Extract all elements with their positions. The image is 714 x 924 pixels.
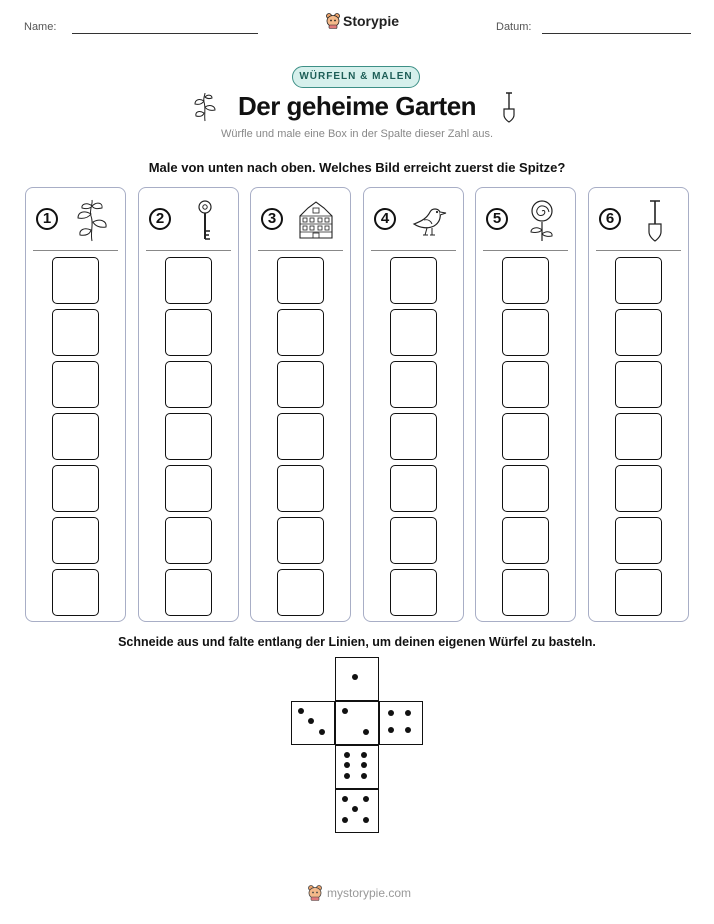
name-label: Name: xyxy=(24,21,57,33)
color-box[interactable] xyxy=(277,257,324,304)
pip xyxy=(352,674,358,680)
rose-icon xyxy=(522,198,562,242)
color-box[interactable] xyxy=(165,361,212,408)
footer-url[interactable]: mystorypie.com xyxy=(327,886,412,900)
color-box[interactable] xyxy=(502,257,549,304)
column-number: 5 xyxy=(486,208,508,230)
pip xyxy=(344,762,350,768)
die-face-1 xyxy=(335,657,379,701)
column-number: 1 xyxy=(36,208,58,230)
column-number: 4 xyxy=(374,208,396,230)
color-box[interactable] xyxy=(165,465,212,512)
column-5 xyxy=(475,187,576,622)
color-box[interactable] xyxy=(502,569,549,616)
color-box[interactable] xyxy=(615,569,662,616)
color-box[interactable] xyxy=(502,413,549,460)
pip xyxy=(352,806,358,812)
color-box[interactable] xyxy=(502,517,549,564)
pip xyxy=(363,729,369,735)
column-divider xyxy=(258,250,343,251)
storypie-logo xyxy=(326,13,399,29)
column-divider xyxy=(146,250,231,251)
color-box[interactable] xyxy=(52,361,99,408)
column-2 xyxy=(138,187,239,622)
storypie-mascot-icon xyxy=(308,885,322,901)
date-line[interactable] xyxy=(542,33,691,34)
color-box[interactable] xyxy=(277,569,324,616)
color-box[interactable] xyxy=(165,569,212,616)
color-box[interactable] xyxy=(52,517,99,564)
pip xyxy=(361,752,367,758)
color-box[interactable] xyxy=(390,413,437,460)
column-number: 2 xyxy=(149,208,171,230)
color-box[interactable] xyxy=(502,361,549,408)
color-box[interactable] xyxy=(615,413,662,460)
pip xyxy=(344,752,350,758)
pip xyxy=(342,796,348,802)
pip xyxy=(298,708,304,714)
category-badge: WÜRFELN & MALEN xyxy=(292,66,420,88)
key-icon xyxy=(185,198,225,242)
color-box[interactable] xyxy=(615,517,662,564)
color-box[interactable] xyxy=(390,309,437,356)
color-box[interactable] xyxy=(52,413,99,460)
die-face-5 xyxy=(335,789,379,833)
page-title: Der geheime Garten xyxy=(237,91,477,121)
pip xyxy=(308,718,314,724)
brand-name: Storypie xyxy=(343,13,400,29)
column-1 xyxy=(25,187,126,622)
pip xyxy=(405,710,411,716)
color-box[interactable] xyxy=(277,361,324,408)
color-box[interactable] xyxy=(390,569,437,616)
column-number: 6 xyxy=(599,208,621,230)
color-box[interactable] xyxy=(615,257,662,304)
cut-instruction: Schneide aus und falte entlang der Linien, um deinen eigenen Würfel zu basteln. xyxy=(118,635,596,649)
pip xyxy=(319,729,325,735)
color-box[interactable] xyxy=(615,465,662,512)
pip xyxy=(344,773,350,779)
color-box[interactable] xyxy=(165,257,212,304)
color-box[interactable] xyxy=(165,517,212,564)
color-box[interactable] xyxy=(52,257,99,304)
game-instruction: Male von unten nach oben. Welches Bild erreicht zuerst die Spitze? xyxy=(148,160,566,175)
color-box[interactable] xyxy=(277,309,324,356)
pip xyxy=(361,762,367,768)
die-face-3 xyxy=(291,701,335,745)
die-face-6 xyxy=(335,745,379,789)
storypie-mascot-icon xyxy=(326,13,340,29)
column-4 xyxy=(363,187,464,622)
pip xyxy=(342,708,348,714)
date-label: Datum: xyxy=(496,21,532,33)
column-6 xyxy=(588,187,689,622)
color-box[interactable] xyxy=(277,517,324,564)
color-box[interactable] xyxy=(277,465,324,512)
footer xyxy=(308,885,411,901)
color-box[interactable] xyxy=(615,309,662,356)
color-box[interactable] xyxy=(165,309,212,356)
column-divider xyxy=(371,250,456,251)
column-3 xyxy=(250,187,351,622)
color-box[interactable] xyxy=(52,569,99,616)
die-face-2 xyxy=(335,701,379,745)
color-box[interactable] xyxy=(502,309,549,356)
color-box[interactable] xyxy=(390,465,437,512)
pip xyxy=(388,727,394,733)
pip xyxy=(388,710,394,716)
color-box[interactable] xyxy=(52,465,99,512)
die-face-4 xyxy=(379,701,423,745)
ivy-icon xyxy=(72,198,112,242)
shovel-icon xyxy=(500,91,518,123)
pip xyxy=(363,796,369,802)
color-box[interactable] xyxy=(502,465,549,512)
color-box[interactable] xyxy=(165,413,212,460)
pip xyxy=(361,773,367,779)
column-number: 3 xyxy=(261,208,283,230)
name-line[interactable] xyxy=(72,33,258,34)
column-divider xyxy=(596,250,681,251)
color-box[interactable] xyxy=(615,361,662,408)
bird-icon xyxy=(410,198,450,242)
pip xyxy=(342,817,348,823)
manor-house-icon xyxy=(293,198,339,242)
column-divider xyxy=(33,250,118,251)
color-box[interactable] xyxy=(277,413,324,460)
shovel-icon xyxy=(635,198,675,242)
color-box[interactable] xyxy=(52,309,99,356)
color-box[interactable] xyxy=(390,257,437,304)
subtitle: Würfle und male eine Box in der Spalte dieser Zahl aus. xyxy=(220,128,494,140)
column-divider xyxy=(483,250,568,251)
color-box[interactable] xyxy=(390,361,437,408)
color-box[interactable] xyxy=(390,517,437,564)
pip xyxy=(405,727,411,733)
pip xyxy=(363,817,369,823)
